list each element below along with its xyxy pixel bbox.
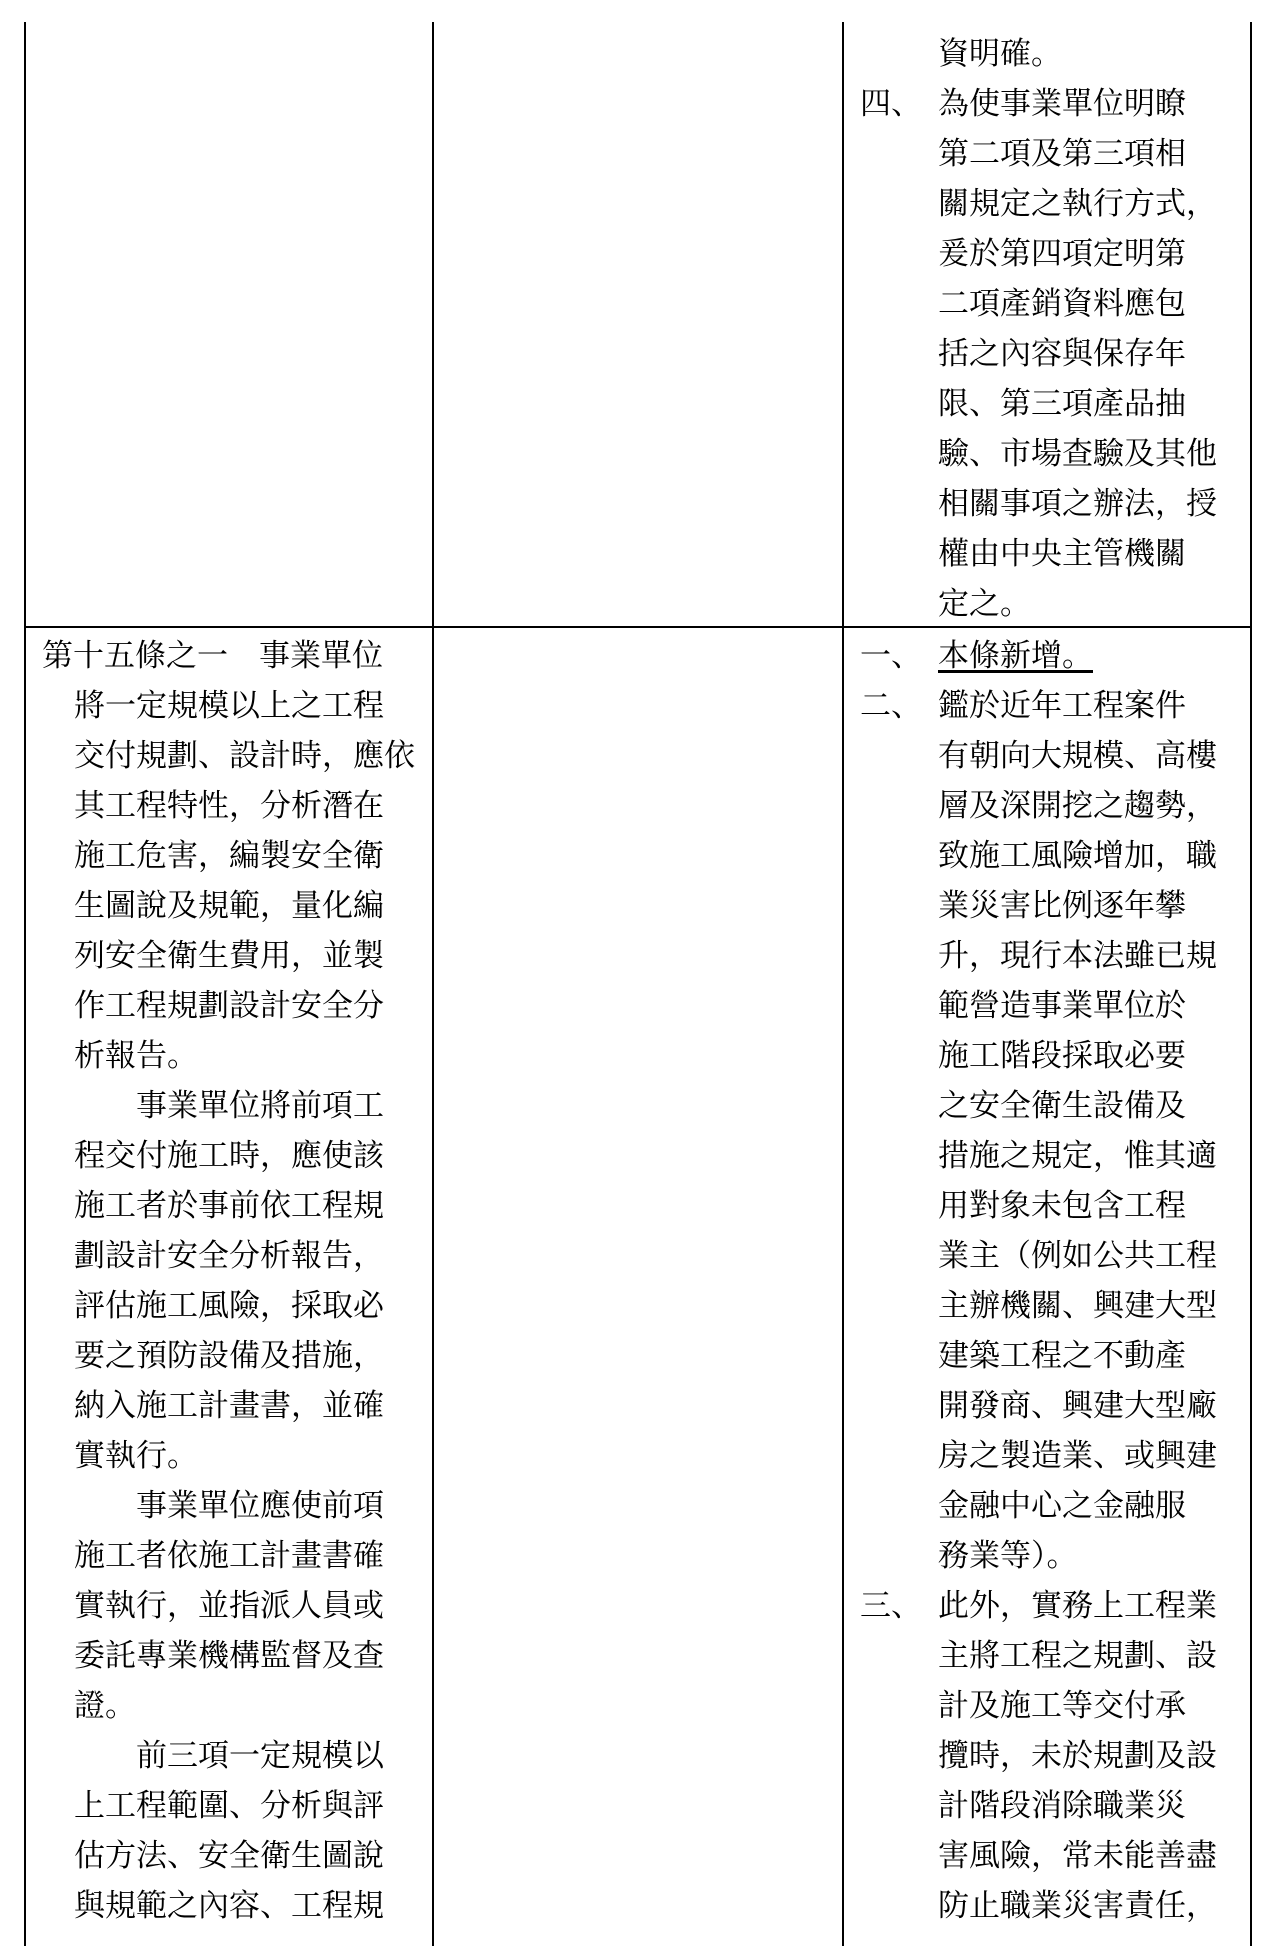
list-number: 四、 <box>860 86 922 122</box>
explanation-line: 括之內容與保存年 <box>938 336 1186 372</box>
explanation-line: 驗、市場查驗及其他 <box>938 436 1217 472</box>
explanation-line: 定之。 <box>938 586 1031 622</box>
article-line: 與規範之內容、工程規 <box>74 1888 384 1924</box>
explanation-line: 為使事業單位明瞭 <box>938 86 1186 122</box>
explanation-line: 層及深開挖之趨勢， <box>938 788 1217 824</box>
explanation-line: 攬時，未於規劃及設 <box>938 1738 1217 1774</box>
article-line: 生圖說及規範，量化編 <box>74 888 384 924</box>
list-number: 一、 <box>860 638 922 674</box>
explanation-line: 權由中央主管機關 <box>938 536 1186 572</box>
article-line: 納入施工計畫書，並確 <box>74 1388 384 1424</box>
explanation-line: 房之製造業、或興建 <box>938 1438 1217 1474</box>
article-line: 將一定規模以上之工程 <box>74 688 384 724</box>
article-line: 第十五條之一 事業單位 <box>42 638 383 674</box>
explanation-line: 此外，實務上工程業 <box>938 1588 1217 1624</box>
row-separator <box>24 626 1252 628</box>
explanation-line: 關規定之執行方式， <box>938 186 1217 222</box>
explanation-line: 第二項及第三項相 <box>938 136 1186 172</box>
new-article-note: 本條新增。 <box>938 638 1093 674</box>
explanation-line: 施工階段採取必要 <box>938 1038 1186 1074</box>
article-line: 證。 <box>74 1688 136 1724</box>
article-line: 實執行。 <box>74 1438 198 1474</box>
table-divider-2 <box>842 22 844 1946</box>
explanation-line: 金融中心之金融服 <box>938 1488 1186 1524</box>
explanation-line: 計階段消除職業災 <box>938 1788 1186 1824</box>
explanation-line: 限、第三項產品抽 <box>938 386 1186 422</box>
article-line: 列安全衛生費用，並製 <box>74 938 384 974</box>
explanation-line: 措施之規定，惟其適 <box>938 1138 1217 1174</box>
list-number: 二、 <box>860 688 922 724</box>
article-line: 析報告。 <box>74 1038 198 1074</box>
explanation-line: 鑑於近年工程案件 <box>938 688 1186 724</box>
article-line: 要之預防設備及措施， <box>74 1338 384 1374</box>
list-number: 三、 <box>860 1588 922 1624</box>
explanation-line: 業主（例如公共工程 <box>938 1238 1217 1274</box>
explanation-line: 二項產銷資料應包 <box>938 286 1186 322</box>
article-line: 施工者於事前依工程規 <box>74 1188 384 1224</box>
article-line: 其工程特性，分析潛在 <box>74 788 384 824</box>
article-line: 劃設計安全分析報告， <box>74 1238 384 1274</box>
article-line: 評估施工風險，採取必 <box>74 1288 384 1324</box>
table-border-left <box>24 22 26 1946</box>
article-line: 事業單位將前項工 <box>74 1088 384 1124</box>
explanation-line: 開發商、興建大型廠 <box>938 1388 1217 1424</box>
article-line: 上工程範圍、分析與評 <box>74 1788 384 1824</box>
explanation-line: 之安全衛生設備及 <box>938 1088 1186 1124</box>
explanation-line: 計及施工等交付承 <box>938 1688 1186 1724</box>
explanation-line: 致施工風險增加，職 <box>938 838 1217 874</box>
article-line: 委託專業機構監督及查 <box>74 1638 384 1674</box>
article-line: 程交付施工時，應使該 <box>74 1138 384 1174</box>
article-line: 事業單位應使前項 <box>74 1488 384 1524</box>
article-line: 交付規劃、設計時，應依 <box>74 738 415 774</box>
explanation-line: 範營造事業單位於 <box>938 988 1186 1024</box>
article-line: 估方法、安全衛生圖說 <box>74 1838 384 1874</box>
explanation-line: 資明確。 <box>938 36 1062 72</box>
explanation-line: 主辦機關、興建大型 <box>938 1288 1217 1324</box>
explanation-line: 升，現行本法雖已規 <box>938 938 1217 974</box>
article-line: 前三項一定規模以 <box>74 1738 384 1774</box>
explanation-line: 主將工程之規劃、設 <box>938 1638 1217 1674</box>
table-border-right <box>1250 22 1252 1946</box>
article-line: 施工者依施工計畫書確 <box>74 1538 384 1574</box>
explanation-line: 用對象未包含工程 <box>938 1188 1186 1224</box>
explanation-line: 相關事項之辦法，授 <box>938 486 1217 522</box>
table-divider-1 <box>432 22 434 1946</box>
explanation-line: 有朝向大規模、高樓 <box>938 738 1217 774</box>
explanation-line: 務業等）。 <box>938 1538 1078 1574</box>
explanation-line: 業災害比例逐年攀 <box>938 888 1186 924</box>
explanation-line: 防止職業災害責任， <box>938 1888 1217 1924</box>
article-line: 施工危害，編製安全衛 <box>74 838 384 874</box>
article-line: 作工程規劃設計安全分 <box>74 988 384 1024</box>
explanation-line: 爰於第四項定明第 <box>938 236 1186 272</box>
explanation-line: 建築工程之不動產 <box>938 1338 1186 1374</box>
article-line: 實執行，並指派人員或 <box>74 1588 384 1624</box>
explanation-line: 害風險，常未能善盡 <box>938 1838 1217 1874</box>
